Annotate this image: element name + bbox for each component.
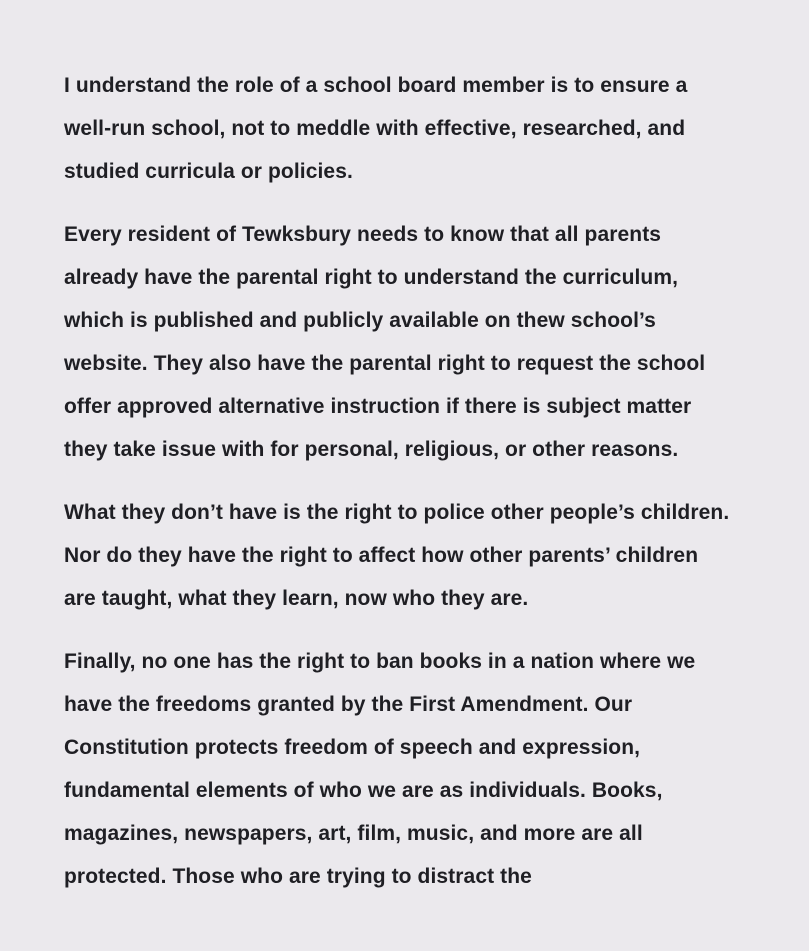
paragraph-parental-rights	[64, 213, 794, 471]
text-line: fundamental elements of who we are as individuals. Books,	[64, 779, 663, 802]
text-line: I understand the role of a school board member is to ensure a	[64, 74, 688, 97]
text-line: have the freedoms granted by the First Amendment. Our	[64, 693, 633, 716]
text-line: offer approved alternative instruction if there is subject matter	[64, 395, 692, 418]
paragraph-book-bans	[64, 640, 794, 898]
text-line: studied curricula or policies.	[64, 160, 353, 183]
text-line: they take issue with for personal, religious, or other reasons.	[64, 438, 679, 461]
text-line: Nor do they have the right to affect how other parents’ children	[64, 544, 699, 567]
article-body	[64, 64, 794, 918]
text-line: Constitution protects freedom of speech and expression,	[64, 736, 641, 759]
text-line: protected. Those who are trying to distract the	[64, 865, 532, 888]
text-line: Every resident of Tewksbury needs to know that all parents	[64, 223, 662, 246]
text-line: Finally, no one has the right to ban books in a nation where we	[64, 650, 696, 673]
text-line: which is published and publicly available on thew school’s	[64, 309, 656, 332]
text-line: What they don’t have is the right to police other people’s children.	[64, 501, 730, 524]
paragraph-school-board-role	[64, 64, 794, 193]
text-line: magazines, newspapers, art, film, music, and more are all	[64, 822, 643, 845]
text-line: are taught, what they learn, now who they are.	[64, 587, 529, 610]
text-line: website. They also have the parental right to request the school	[64, 352, 706, 375]
text-line: already have the parental right to understand the curriculum,	[64, 266, 679, 289]
text-line: well-run school, not to meddle with effective, researched, and	[64, 117, 686, 140]
paragraph-policing-children	[64, 491, 794, 620]
